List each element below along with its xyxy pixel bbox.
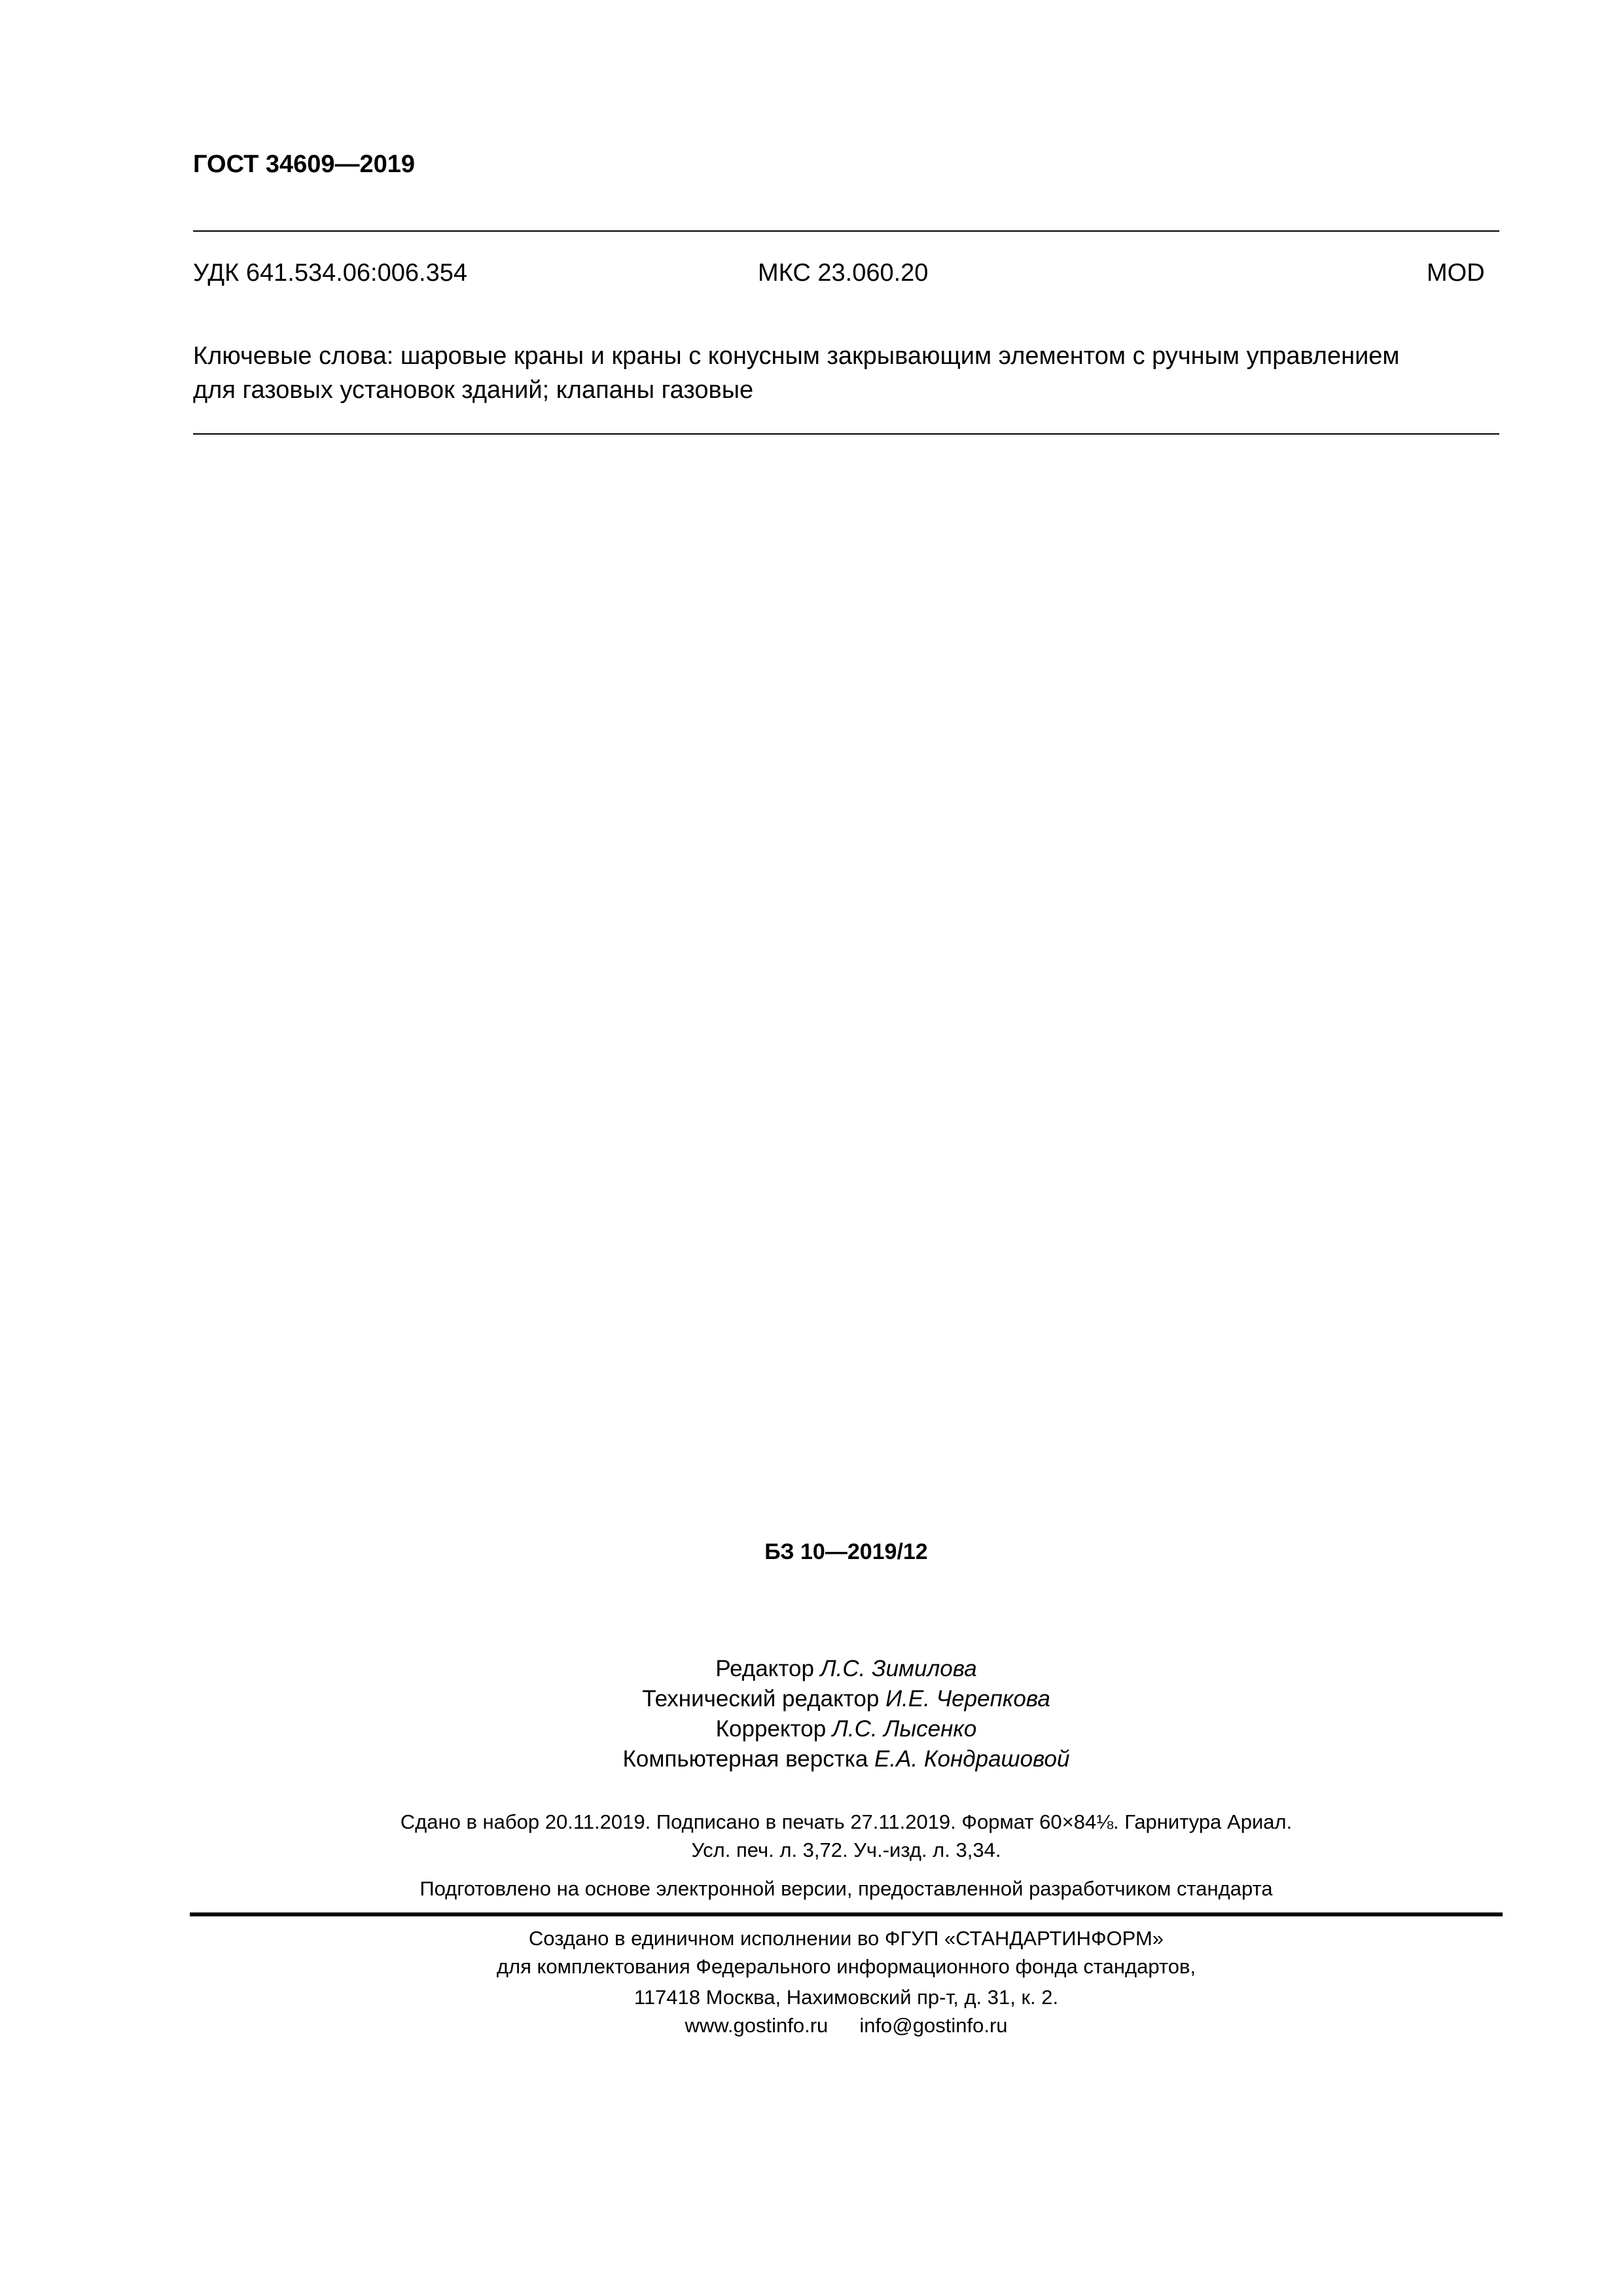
email-link[interactable]: info@gostinfo.ru	[859, 2014, 1008, 2037]
created-line-1: Создано в единичном исполнении во ФГУП «СТАНДАРТИНФОРМ»	[528, 1927, 1164, 1950]
created-line-2: для комплектования Федерального информационного фонда стандартов,	[496, 1955, 1196, 1978]
mks-code: МКС 23.060.20	[758, 259, 929, 287]
address-line: 117418 Москва, Нахимовский пр-т, д. 31, к. 2.	[633, 1986, 1059, 2009]
keywords-line-2: для газовых установок зданий; клапаны газовые	[193, 376, 754, 404]
address-block	[193, 1983, 1499, 2039]
print-info-block	[193, 1808, 1499, 1864]
print-info-line-2: Усл. печ. л. 3,72. Уч.-изд. л. 3,34.	[691, 1839, 1001, 1861]
udk-code: УДК 641.534.06:006.354	[193, 259, 467, 287]
credit-person: Е.А. Кондрашовой	[874, 1746, 1070, 1772]
keywords-divider	[193, 433, 1499, 435]
top-divider	[193, 230, 1499, 232]
keywords-block	[193, 339, 1502, 407]
keywords-line-1: Ключевые слова: шаровые краны и краны с конусным закрывающим элементом с ручным управлением	[193, 342, 1400, 370]
standard-number: ГОСТ 34609—2019	[193, 151, 416, 178]
credit-person: Л.С. Лысенко	[832, 1716, 977, 1742]
credit-role: Корректор	[715, 1716, 832, 1742]
credit-editor	[193, 1654, 1499, 1684]
contact-links	[193, 2011, 1499, 2039]
bottom-thick-divider	[190, 1912, 1503, 1916]
credit-technical-editor	[193, 1684, 1499, 1714]
credit-role: Компьютерная верстка	[622, 1746, 875, 1772]
mod-label: MOD	[1427, 259, 1485, 287]
credit-person: Л.С. Зимилова	[820, 1656, 977, 1681]
website-link[interactable]: www.gostinfo.ru	[685, 2014, 829, 2037]
bz-number: БЗ 10—2019/12	[764, 1539, 928, 1564]
credit-layout	[193, 1744, 1499, 1774]
credits-block	[193, 1654, 1499, 1774]
print-info-line-1: Сдано в набор 20.11.2019. Подписано в печать 27.11.2019. Формат 60×84⅛. Гарнитура Ариал.	[400, 1810, 1293, 1833]
created-block	[193, 1924, 1499, 1981]
credit-role: Технический редактор	[642, 1686, 886, 1712]
credit-person: И.Е. Черепкова	[885, 1686, 1050, 1712]
credit-corrector	[193, 1714, 1499, 1744]
prepared-note: Подготовлено на основе электронной версии, предоставленной разработчиком стандарта	[419, 1877, 1273, 1900]
credit-role: Редактор	[715, 1656, 821, 1681]
